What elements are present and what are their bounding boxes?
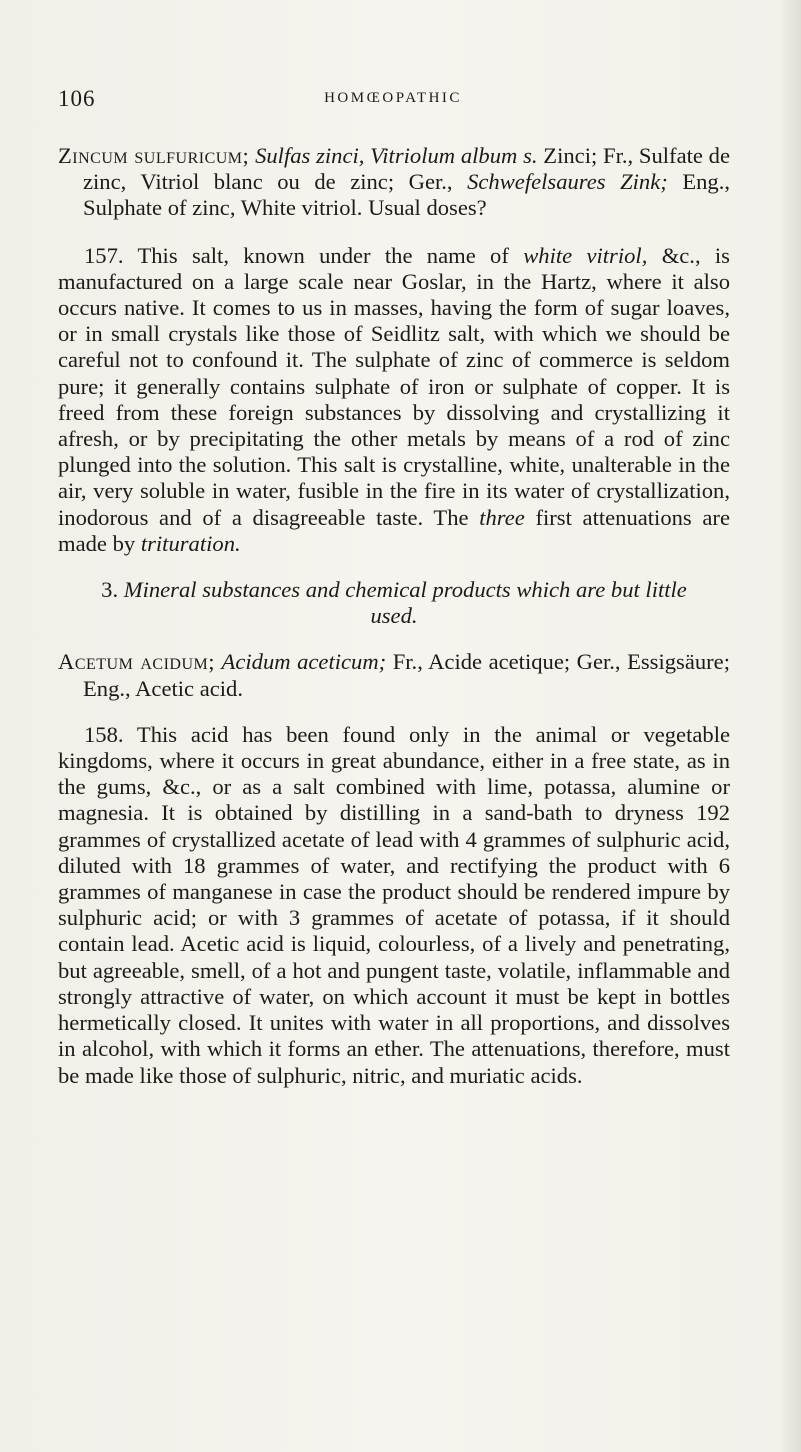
section-heading	[58, 577, 730, 629]
entry-zincum-sulfuricum	[58, 143, 730, 222]
paragraph-emphasis: white vitriol,	[523, 242, 648, 268]
paragraph-emphasis: three	[479, 504, 525, 530]
entry-german-name: Schwefelsaures Zink;	[467, 169, 668, 195]
entry-synonym: Sulfas zinci, Vitriolum album s.	[255, 143, 538, 168]
section-title: Mineral substances and chemical products which are but little used.	[123, 577, 687, 629]
body-text	[58, 143, 730, 1089]
page-edge-shadow	[779, 0, 801, 1452]
entry-text: Fr., Acide acetique; Ger., Essigsäure; Eng., Acetic acid.	[83, 649, 730, 701]
paragraph-text: 157. This salt, known under the name of	[84, 242, 509, 268]
paragraph-emphasis: trituration.	[140, 530, 241, 556]
entry-synonym: Acidum aceticum;	[221, 649, 387, 675]
section-number: 3.	[101, 577, 119, 603]
entry-name: Acetum acidum;	[58, 649, 216, 675]
paragraph-158: 158. This acid has been found only in the animal or vegetable kingdoms, where it occurs in great abundance, either in a free state, as in the gums, &c., or as a salt combined with lime, potassa, alumine or magnesia. It is obtained by distilling in a sand-bath to dryness 192 grammes of crystallized acetate of lead with 4 grammes of sulphuric acid, diluted with 18 grammes of water, and rectifying the product with 6 grammes of manganese in case the product should be rendered impure by sulphuric acid; or with 3 grammes of acetate of potassa, if it should contain lead. Acetic acid is liquid, colourless, of a lively and penetrating, but agreeable, smell, of a hot and pungent taste, volatile, inflammable and strongly attractive of water, on which account it must be kept in bottles hermetically closed. It unites with water in all proportions, and dissolves in alcohol, with which it forms an ether. The attenuations, therefore, must be made like those of sulphuric, nitric, and muriatic acids.	[58, 721, 730, 1088]
paragraph-text: &c., is manufactured on a large scale near Goslar, in the Hartz, where it also occurs native. It comes to us in masses, having the form of sugar loaves, or in small crystals like those of Seidlitz salt, with which we should be careful not to confound it. The sulphate of zinc of commerce is seldom pure; it generally contains sulphate of iron or sulphate of copper. It is freed from these foreign substances by dissolving and crystallizing it afresh, or by precipitating the other metals by means of a rod of zinc plunged into the solution. This salt is crystalline, white, unalterable in the air, very soluble in water, fusible in the fire in its water of crystallization, inodorous and of a disagreeable taste. The	[58, 242, 730, 530]
running-title: HOMŒOPATHIC	[324, 90, 462, 106]
entry-text: Zinci; Fr., Sulfate de zinc, Vitriol blanc ou de zinc; Ger.,	[83, 143, 730, 195]
paragraph-157	[58, 243, 730, 557]
page-number: 106	[58, 86, 96, 111]
running-head	[58, 86, 728, 116]
paragraph-text: first attenuations are made by	[58, 504, 730, 556]
entry-acetum-acidum	[58, 649, 730, 701]
entry-text: Eng., Sulphate of zinc, White vitriol. Usual doses?	[83, 169, 731, 221]
entry-name: Zincum sulfuricum;	[58, 143, 250, 168]
